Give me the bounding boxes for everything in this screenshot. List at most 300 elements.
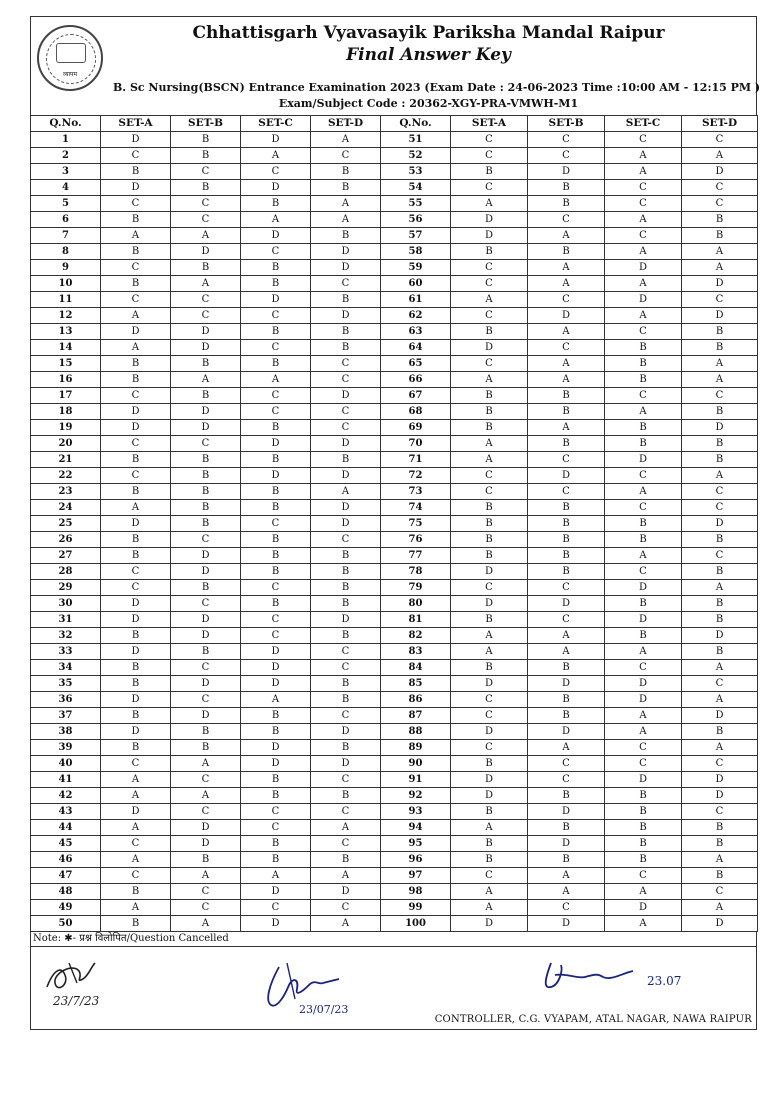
answer-cell: C bbox=[682, 388, 758, 404]
answer-cell: B bbox=[451, 404, 528, 420]
answer-key-document bbox=[30, 16, 761, 1030]
answer-cell: C bbox=[528, 484, 605, 500]
answer-cell: A bbox=[605, 212, 682, 228]
answer-cell: C bbox=[528, 148, 605, 164]
answer-cell: A bbox=[241, 868, 311, 884]
answer-cell: A bbox=[101, 852, 171, 868]
answer-cell: D bbox=[528, 724, 605, 740]
answer-cell: C bbox=[311, 404, 381, 420]
document-header bbox=[30, 16, 761, 115]
answer-cell: C bbox=[451, 708, 528, 724]
answer-cell: B bbox=[682, 436, 758, 452]
question-number-cell: 54 bbox=[381, 180, 451, 196]
table-header-row bbox=[31, 116, 758, 132]
answer-cell: D bbox=[101, 132, 171, 148]
answer-cell: C bbox=[171, 308, 241, 324]
answer-cell: B bbox=[241, 564, 311, 580]
question-number-cell: 94 bbox=[381, 820, 451, 836]
logo-caption: व्यापम bbox=[62, 71, 78, 78]
answer-cell: C bbox=[101, 388, 171, 404]
table-row bbox=[31, 916, 758, 932]
question-number-cell: 39 bbox=[31, 740, 101, 756]
answer-cell: D bbox=[101, 612, 171, 628]
question-number-cell: 82 bbox=[381, 628, 451, 644]
question-number-cell: 98 bbox=[381, 884, 451, 900]
answer-cell: B bbox=[682, 532, 758, 548]
answer-cell: D bbox=[101, 420, 171, 436]
answer-cell: A bbox=[451, 820, 528, 836]
table-row bbox=[31, 324, 758, 340]
answer-cell: B bbox=[451, 516, 528, 532]
answer-cell: C bbox=[101, 468, 171, 484]
answer-cell: D bbox=[101, 180, 171, 196]
question-number-cell: 64 bbox=[381, 340, 451, 356]
answer-cell: C bbox=[605, 228, 682, 244]
answer-cell: B bbox=[605, 420, 682, 436]
answer-cell: C bbox=[605, 468, 682, 484]
answer-cell: B bbox=[682, 452, 758, 468]
answer-cell: B bbox=[311, 452, 381, 468]
answer-cell: A bbox=[682, 468, 758, 484]
question-number-cell: 99 bbox=[381, 900, 451, 916]
answer-cell: D bbox=[682, 308, 758, 324]
answer-cell: C bbox=[605, 196, 682, 212]
table-row bbox=[31, 500, 758, 516]
answer-cell: C bbox=[101, 436, 171, 452]
table-row bbox=[31, 836, 758, 852]
answer-cell: B bbox=[101, 356, 171, 372]
answer-cell: B bbox=[101, 452, 171, 468]
answer-cell: C bbox=[101, 564, 171, 580]
answer-cell: B bbox=[241, 772, 311, 788]
answer-cell: A bbox=[311, 820, 381, 836]
table-body bbox=[31, 132, 758, 932]
question-number-cell: 6 bbox=[31, 212, 101, 228]
answer-cell: C bbox=[605, 756, 682, 772]
answer-cell: C bbox=[605, 132, 682, 148]
answer-cell: A bbox=[528, 740, 605, 756]
controller-signature-label: CONTROLLER, C.G. VYAPAM, ATAL NAGAR, NAWA RAIPUR bbox=[434, 1014, 752, 1025]
question-number-cell: 60 bbox=[381, 276, 451, 292]
answer-cell: D bbox=[171, 244, 241, 260]
answer-cell: A bbox=[171, 372, 241, 388]
answer-cell: C bbox=[528, 132, 605, 148]
answer-cell: B bbox=[451, 660, 528, 676]
answer-cell: A bbox=[605, 884, 682, 900]
answer-cell: D bbox=[311, 468, 381, 484]
answer-cell: D bbox=[171, 708, 241, 724]
column-header: SET-B bbox=[528, 116, 605, 132]
answer-cell: A bbox=[605, 724, 682, 740]
answer-cell: C bbox=[311, 372, 381, 388]
board-title: Chhattisgarh Vyavasayik Pariksha Mandal Raipur bbox=[192, 23, 665, 43]
table-row bbox=[31, 772, 758, 788]
answer-cell: C bbox=[171, 692, 241, 708]
question-number-cell: 40 bbox=[31, 756, 101, 772]
answer-cell: B bbox=[241, 788, 311, 804]
answer-cell: A bbox=[101, 900, 171, 916]
answer-cell: D bbox=[311, 308, 381, 324]
answer-cell: A bbox=[528, 628, 605, 644]
answer-cell: C bbox=[311, 420, 381, 436]
question-number-cell: 46 bbox=[31, 852, 101, 868]
answer-cell: B bbox=[311, 596, 381, 612]
table-row bbox=[31, 244, 758, 260]
answer-cell: A bbox=[528, 868, 605, 884]
answer-cell: B bbox=[241, 500, 311, 516]
answer-cell: A bbox=[528, 644, 605, 660]
answer-cell: A bbox=[311, 916, 381, 932]
question-number-cell: 30 bbox=[31, 596, 101, 612]
answer-cell: A bbox=[311, 484, 381, 500]
answer-cell: D bbox=[528, 164, 605, 180]
answer-cell: B bbox=[451, 836, 528, 852]
answer-cell: B bbox=[451, 852, 528, 868]
answer-cell: D bbox=[528, 596, 605, 612]
table-row bbox=[31, 196, 758, 212]
question-number-cell: 93 bbox=[381, 804, 451, 820]
answer-cell: B bbox=[171, 388, 241, 404]
answer-cell: B bbox=[241, 548, 311, 564]
answer-cell: A bbox=[451, 372, 528, 388]
table-row bbox=[31, 228, 758, 244]
answer-cell: B bbox=[451, 500, 528, 516]
answer-cell: A bbox=[451, 436, 528, 452]
answer-cell: B bbox=[451, 804, 528, 820]
table-row bbox=[31, 596, 758, 612]
answer-cell: B bbox=[682, 868, 758, 884]
exam-code: Exam/Subject Code : 20362-XGY-PRA-VMWH-M1 bbox=[278, 97, 579, 110]
answer-cell: A bbox=[682, 148, 758, 164]
answer-cell: A bbox=[101, 228, 171, 244]
answer-cell: D bbox=[171, 676, 241, 692]
vyapam-logo bbox=[37, 25, 103, 91]
answer-cell: C bbox=[171, 292, 241, 308]
answer-cell: D bbox=[682, 276, 758, 292]
answer-cell: D bbox=[311, 756, 381, 772]
answer-cell: B bbox=[605, 372, 682, 388]
answer-cell: B bbox=[451, 756, 528, 772]
answer-cell: D bbox=[241, 676, 311, 692]
answer-cell: C bbox=[311, 708, 381, 724]
column-header: SET-A bbox=[101, 116, 171, 132]
answer-cell: B bbox=[528, 708, 605, 724]
answer-cell: B bbox=[311, 180, 381, 196]
answer-cell: A bbox=[682, 260, 758, 276]
answer-cell: D bbox=[311, 436, 381, 452]
answer-cell: C bbox=[171, 804, 241, 820]
answer-cell: C bbox=[241, 516, 311, 532]
answer-cell: C bbox=[451, 868, 528, 884]
answer-cell: C bbox=[451, 692, 528, 708]
answer-cell: B bbox=[528, 500, 605, 516]
answer-cell: C bbox=[605, 868, 682, 884]
answer-cell: C bbox=[451, 356, 528, 372]
table-row bbox=[31, 564, 758, 580]
answer-cell: B bbox=[241, 356, 311, 372]
answer-cell: B bbox=[241, 452, 311, 468]
question-number-cell: 86 bbox=[381, 692, 451, 708]
answer-cell: D bbox=[528, 916, 605, 932]
answer-cell: D bbox=[171, 564, 241, 580]
answer-cell: A bbox=[311, 196, 381, 212]
answer-cell: C bbox=[528, 772, 605, 788]
answer-cell: A bbox=[528, 356, 605, 372]
answer-cell: D bbox=[241, 884, 311, 900]
answer-cell: A bbox=[101, 788, 171, 804]
answer-cell: B bbox=[451, 548, 528, 564]
answer-cell: D bbox=[171, 324, 241, 340]
answer-cell: A bbox=[682, 852, 758, 868]
table-row bbox=[31, 260, 758, 276]
table-row bbox=[31, 724, 758, 740]
answer-cell: C bbox=[241, 820, 311, 836]
answer-cell: B bbox=[311, 740, 381, 756]
column-header: Q.No. bbox=[381, 116, 451, 132]
answer-cell: D bbox=[682, 628, 758, 644]
answer-cell: C bbox=[101, 836, 171, 852]
answer-cell: B bbox=[171, 516, 241, 532]
answer-cell: D bbox=[682, 708, 758, 724]
table-row bbox=[31, 676, 758, 692]
table-row bbox=[31, 868, 758, 884]
table-row bbox=[31, 740, 758, 756]
question-number-cell: 57 bbox=[381, 228, 451, 244]
question-number-cell: 3 bbox=[31, 164, 101, 180]
answer-cell: A bbox=[171, 916, 241, 932]
table-row bbox=[31, 372, 758, 388]
table-row bbox=[31, 276, 758, 292]
answer-cell: C bbox=[241, 628, 311, 644]
table-row bbox=[31, 436, 758, 452]
question-number-cell: 24 bbox=[31, 500, 101, 516]
answer-cell: D bbox=[451, 724, 528, 740]
answer-cell: C bbox=[311, 356, 381, 372]
question-number-cell: 43 bbox=[31, 804, 101, 820]
question-number-cell: 97 bbox=[381, 868, 451, 884]
answer-cell: A bbox=[605, 276, 682, 292]
answer-cell: C bbox=[241, 164, 311, 180]
answer-cell: B bbox=[682, 836, 758, 852]
answer-cell: B bbox=[311, 164, 381, 180]
answer-cell: D bbox=[101, 596, 171, 612]
answer-cell: D bbox=[605, 676, 682, 692]
answer-cell: B bbox=[311, 340, 381, 356]
answer-cell: B bbox=[682, 340, 758, 356]
answer-cell: D bbox=[241, 228, 311, 244]
answer-cell: C bbox=[528, 452, 605, 468]
answer-cell: D bbox=[241, 468, 311, 484]
column-header: SET-C bbox=[241, 116, 311, 132]
question-number-cell: 96 bbox=[381, 852, 451, 868]
answer-cell: D bbox=[451, 596, 528, 612]
answer-cell: B bbox=[101, 916, 171, 932]
question-number-cell: 25 bbox=[31, 516, 101, 532]
question-number-cell: 33 bbox=[31, 644, 101, 660]
answer-cell: C bbox=[605, 388, 682, 404]
answer-cell: D bbox=[101, 804, 171, 820]
cancelled-note: Note: ✱- प्रश्न विलोपित/Question Cancelled bbox=[30, 932, 757, 947]
answer-key-table bbox=[30, 115, 758, 932]
answer-cell: C bbox=[241, 340, 311, 356]
column-header: SET-D bbox=[311, 116, 381, 132]
answer-cell: C bbox=[311, 276, 381, 292]
answer-cell: D bbox=[311, 388, 381, 404]
answer-cell: C bbox=[682, 132, 758, 148]
answer-cell: B bbox=[528, 660, 605, 676]
answer-cell: D bbox=[605, 580, 682, 596]
answer-cell: C bbox=[311, 836, 381, 852]
answer-cell: D bbox=[605, 612, 682, 628]
answer-cell: A bbox=[241, 372, 311, 388]
answer-cell: A bbox=[605, 148, 682, 164]
question-number-cell: 22 bbox=[31, 468, 101, 484]
answer-cell: A bbox=[451, 884, 528, 900]
question-number-cell: 56 bbox=[381, 212, 451, 228]
answer-cell: B bbox=[241, 324, 311, 340]
answer-cell: D bbox=[311, 500, 381, 516]
answer-cell: B bbox=[528, 180, 605, 196]
answer-cell: B bbox=[241, 708, 311, 724]
answer-cell: B bbox=[171, 740, 241, 756]
answer-cell: B bbox=[171, 260, 241, 276]
answer-cell: C bbox=[171, 532, 241, 548]
answer-cell: B bbox=[682, 596, 758, 612]
answer-cell: C bbox=[311, 900, 381, 916]
table-row bbox=[31, 756, 758, 772]
question-number-cell: 23 bbox=[31, 484, 101, 500]
answer-cell: C bbox=[682, 500, 758, 516]
answer-cell: C bbox=[311, 772, 381, 788]
table-row bbox=[31, 308, 758, 324]
question-number-cell: 19 bbox=[31, 420, 101, 436]
answer-cell: B bbox=[241, 260, 311, 276]
answer-cell: B bbox=[171, 356, 241, 372]
answer-cell: A bbox=[451, 196, 528, 212]
answer-cell: D bbox=[171, 836, 241, 852]
answer-cell: D bbox=[101, 324, 171, 340]
answer-cell: C bbox=[528, 292, 605, 308]
answer-cell: B bbox=[451, 244, 528, 260]
answer-cell: C bbox=[171, 596, 241, 612]
answer-cell: D bbox=[171, 340, 241, 356]
answer-cell: B bbox=[605, 436, 682, 452]
answer-cell: C bbox=[171, 196, 241, 212]
answer-cell: D bbox=[241, 740, 311, 756]
question-number-cell: 71 bbox=[381, 452, 451, 468]
question-number-cell: 29 bbox=[31, 580, 101, 596]
answer-cell: D bbox=[311, 260, 381, 276]
answer-cell: D bbox=[101, 404, 171, 420]
question-number-cell: 77 bbox=[381, 548, 451, 564]
column-header: SET-B bbox=[171, 116, 241, 132]
answer-cell: A bbox=[605, 548, 682, 564]
question-number-cell: 44 bbox=[31, 820, 101, 836]
table-row bbox=[31, 388, 758, 404]
answer-cell: C bbox=[311, 804, 381, 820]
column-header: SET-D bbox=[682, 116, 758, 132]
answer-cell: C bbox=[528, 756, 605, 772]
answer-cell: A bbox=[682, 580, 758, 596]
answer-cell: C bbox=[451, 580, 528, 596]
question-number-cell: 76 bbox=[381, 532, 451, 548]
answer-cell: B bbox=[171, 180, 241, 196]
exam-details: B. Sc Nursing(BSCN) Entrance Examination 2023 (Exam Date : 24-06-2023 Time :10:00 AM - 12:15 PM ) bbox=[113, 81, 761, 94]
answer-cell: B bbox=[101, 708, 171, 724]
answer-cell: C bbox=[682, 548, 758, 564]
question-number-cell: 35 bbox=[31, 676, 101, 692]
answer-cell: B bbox=[311, 292, 381, 308]
question-number-cell: 79 bbox=[381, 580, 451, 596]
answer-cell: C bbox=[605, 500, 682, 516]
answer-cell: C bbox=[451, 468, 528, 484]
answer-cell: B bbox=[682, 612, 758, 628]
answer-cell: C bbox=[101, 260, 171, 276]
answer-cell: A bbox=[451, 292, 528, 308]
answer-cell: C bbox=[451, 276, 528, 292]
answer-cell: C bbox=[101, 580, 171, 596]
question-number-cell: 95 bbox=[381, 836, 451, 852]
answer-cell: B bbox=[241, 420, 311, 436]
answer-cell: B bbox=[171, 580, 241, 596]
question-number-cell: 8 bbox=[31, 244, 101, 260]
answer-cell: A bbox=[605, 644, 682, 660]
answer-cell: D bbox=[528, 804, 605, 820]
table-row bbox=[31, 804, 758, 820]
answer-cell: C bbox=[241, 308, 311, 324]
answer-cell: D bbox=[451, 788, 528, 804]
table-row bbox=[31, 340, 758, 356]
question-number-cell: 13 bbox=[31, 324, 101, 340]
answer-cell: B bbox=[241, 596, 311, 612]
answer-cell: A bbox=[682, 244, 758, 260]
answer-cell: A bbox=[241, 148, 311, 164]
answer-cell: D bbox=[682, 772, 758, 788]
question-number-cell: 48 bbox=[31, 884, 101, 900]
column-header: Q.No. bbox=[31, 116, 101, 132]
table-row bbox=[31, 548, 758, 564]
answer-cell: D bbox=[171, 420, 241, 436]
signature-2-date: 23/07/23 bbox=[299, 1003, 349, 1016]
question-number-cell: 37 bbox=[31, 708, 101, 724]
answer-cell: D bbox=[605, 452, 682, 468]
answer-cell: C bbox=[241, 900, 311, 916]
answer-cell: B bbox=[451, 388, 528, 404]
answer-cell: C bbox=[101, 292, 171, 308]
answer-cell: A bbox=[682, 356, 758, 372]
answer-cell: D bbox=[682, 788, 758, 804]
answer-cell: C bbox=[241, 404, 311, 420]
answer-cell: A bbox=[101, 820, 171, 836]
question-number-cell: 27 bbox=[31, 548, 101, 564]
question-number-cell: 17 bbox=[31, 388, 101, 404]
answer-cell: B bbox=[528, 244, 605, 260]
table-row bbox=[31, 644, 758, 660]
answer-cell: C bbox=[451, 484, 528, 500]
question-number-cell: 28 bbox=[31, 564, 101, 580]
answer-cell: D bbox=[528, 676, 605, 692]
answer-cell: B bbox=[682, 820, 758, 836]
question-number-cell: 91 bbox=[381, 772, 451, 788]
table-row bbox=[31, 404, 758, 420]
answer-cell: B bbox=[311, 228, 381, 244]
question-number-cell: 78 bbox=[381, 564, 451, 580]
answer-cell: D bbox=[311, 884, 381, 900]
answer-cell: D bbox=[241, 916, 311, 932]
table-row bbox=[31, 180, 758, 196]
question-number-cell: 61 bbox=[381, 292, 451, 308]
answer-cell: C bbox=[682, 804, 758, 820]
